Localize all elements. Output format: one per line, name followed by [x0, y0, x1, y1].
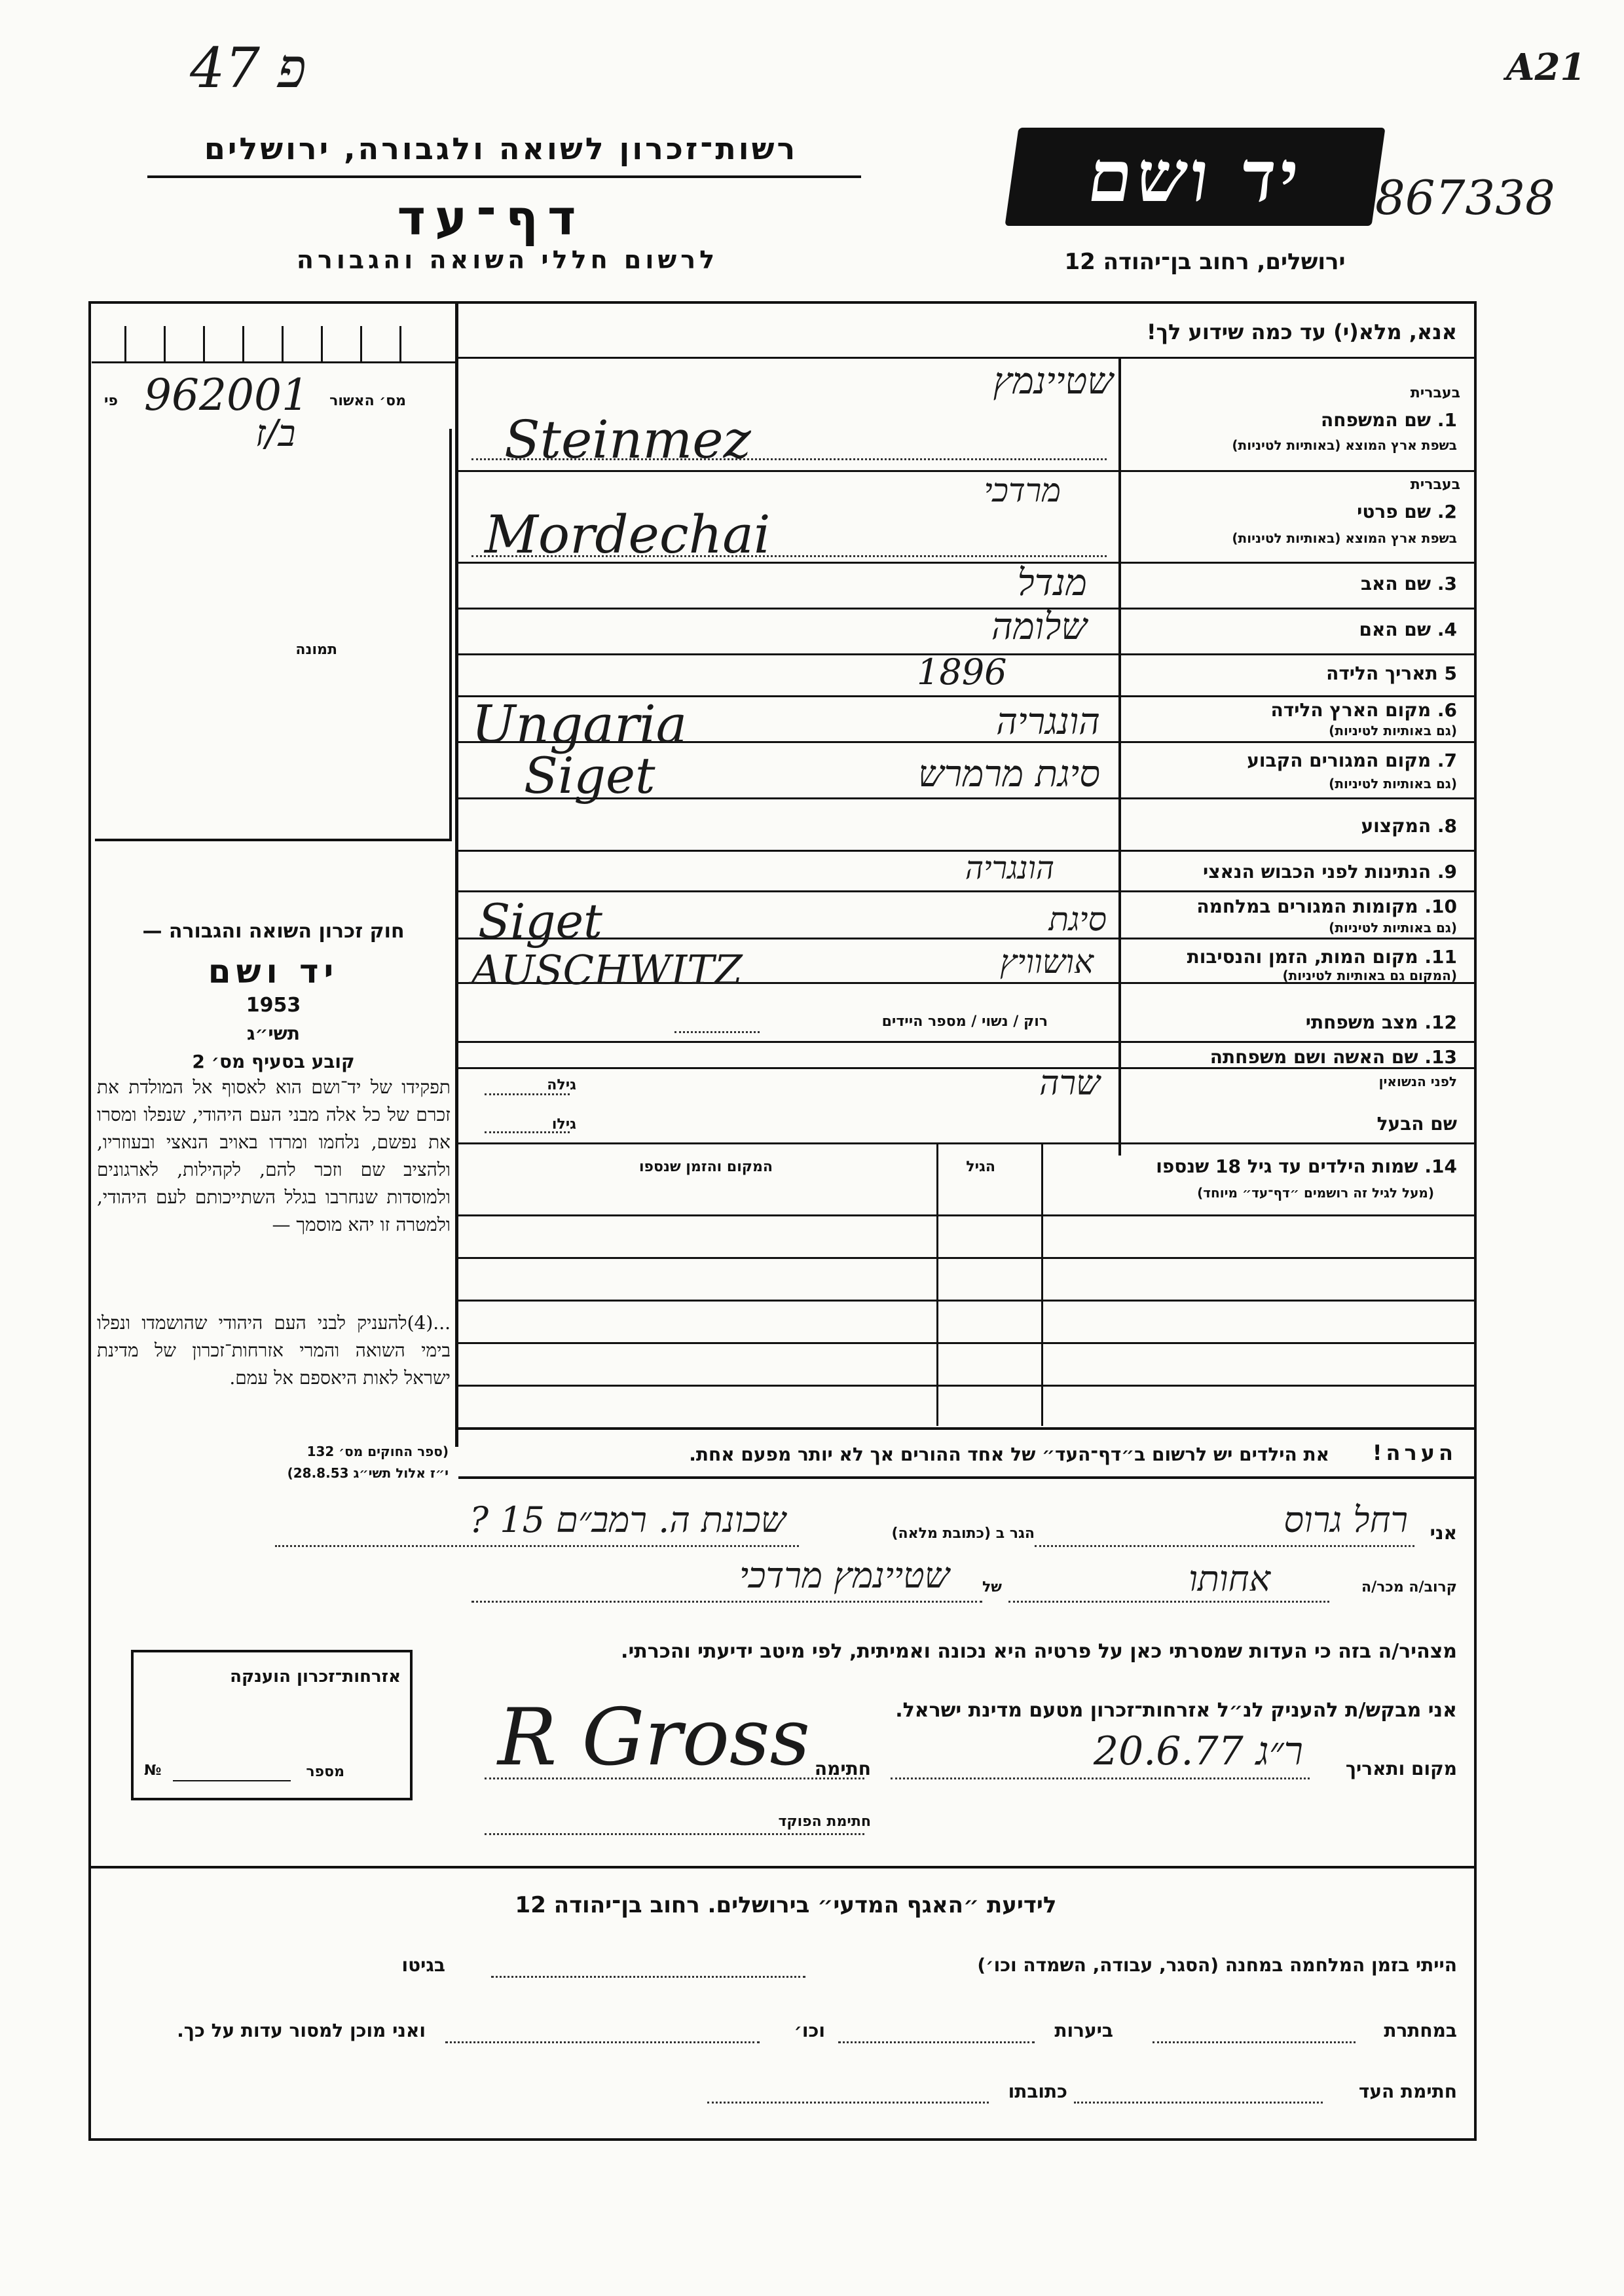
decl-relation-value: אחותו [1189, 1558, 1270, 1599]
field-7-value-he: סיגת מרמרש [917, 753, 1100, 795]
footer-line3-field-1 [1074, 2102, 1323, 2104]
field-9-value: הונגריה [965, 850, 1054, 886]
law-year-he: תשי״ג [247, 1023, 300, 1044]
footer-line1-field [491, 1976, 805, 1978]
decl-signature-line [485, 1777, 864, 1779]
footer-title: לידיעת ״האגף המדעי״ בירושלים. רחוב בן־יהודה 12 [515, 1892, 1057, 1918]
field-11-label [1187, 946, 1457, 968]
decl-resides-label: הגר ב (כתובת מלאה) [891, 1525, 1035, 1542]
field-13-label [1210, 1046, 1457, 1068]
header-rule [147, 175, 861, 178]
approval-prefix: פי [104, 393, 118, 409]
margin-note-top-left: 47 פ [190, 36, 306, 100]
header-address: ירושלים, רחוב בן־יהודה 12 [1064, 249, 1346, 275]
note-rule [458, 1476, 1477, 1479]
field-13-value: שרה [1039, 1064, 1100, 1103]
field-7-sub: (גם באותיות לטיניות) [1329, 776, 1457, 792]
field-4-num: 4. [1437, 619, 1457, 640]
rule-1 [458, 470, 1477, 472]
field-6-num: 6. [1437, 699, 1457, 721]
field-11-num: 11. [1424, 946, 1457, 968]
footer-rule [88, 1866, 1477, 1868]
decl-i-value: רחל גרוס [1283, 1499, 1408, 1540]
field-2-value-latin: Mordechai [485, 504, 771, 565]
children-title: שמות הילדים עד גיל 18 שנספו [1156, 1156, 1418, 1177]
children-col-2 [1041, 1144, 1043, 1426]
field-1-value-latin: Steinmez [504, 409, 751, 470]
decl-signature-value: R Gross [498, 1692, 811, 1783]
field-5-value: 1896 [917, 651, 1007, 693]
field-8-label [1361, 815, 1457, 837]
footer-line1-a: הייתי בזמן המלחמה במחנה (הסגר, עבודה, השמדה וכו׳) [977, 1954, 1457, 1976]
field-1-name: שם המשפחה [1321, 409, 1431, 431]
citizenship-box [131, 1650, 413, 1800]
field-2-hebrew-tag: בעברית [1410, 477, 1460, 493]
field-6-value-he: הונגריה [996, 701, 1100, 743]
decl-request: אני מבקש/ת להעניק לנ״ל אזרחות־זכרון מטעם מדינת ישראל. [895, 1699, 1457, 1722]
note-label: הערה! [1372, 1440, 1457, 1465]
field-2-num: 2. [1437, 501, 1457, 522]
decl-signature-label: חתימה [814, 1758, 871, 1779]
field-9-label [1203, 861, 1457, 883]
photo-label: תמונה [295, 642, 337, 658]
field-husband-age-line [485, 1131, 570, 1133]
children-rule-3 [458, 1300, 1477, 1302]
decl-relation-line [1008, 1601, 1329, 1603]
decl-of-label: של [982, 1579, 1002, 1595]
children-rule-4 [458, 1342, 1477, 1344]
form-title: דף־עד [397, 190, 585, 246]
children-col-place: המקום והזמן שנספו [639, 1159, 773, 1175]
approval-ticks [92, 314, 455, 367]
children-num: 14. [1424, 1156, 1457, 1177]
children-rule-5 [458, 1385, 1477, 1387]
decl-place-date-value: ר״ג 20.6.77 [1093, 1728, 1303, 1774]
field-8-num: 8. [1437, 815, 1457, 837]
field-3-value: מנדל [1017, 562, 1087, 604]
decl-resides-line [275, 1545, 799, 1547]
logo [1005, 128, 1385, 226]
footer-line2-b: ביערות [1054, 2020, 1113, 2041]
rule-9 [458, 890, 1477, 892]
field-4-name: שם האם [1359, 619, 1431, 640]
footer-line2-d: ואני מוכן למסור עדות על כך. [177, 2020, 426, 2041]
field-12-label [1306, 1011, 1457, 1033]
footer-line3-a: חתימת העד [1358, 2081, 1457, 2102]
footer-line3-b: כתובתו [1008, 2081, 1067, 2102]
citizenship-no-line [173, 1780, 291, 1781]
decl-statement: מצהיר/ה בזה כי העדות שמסרתי כאן על פרטיה היא נכונה ואמיתית, לפי מיטב ידיעתי והכרתי. [621, 1640, 1457, 1663]
decl-place-date-line [891, 1777, 1310, 1779]
field-11-value-he: אושוויץ [1000, 943, 1094, 981]
field-10-label [1196, 896, 1457, 917]
field-9-name: הנתינות לפני הכבוש הנאצי [1203, 861, 1431, 883]
children-sub: (מעל לגיל זה רושמים ״דף־עד״ מיוחד) [1197, 1185, 1434, 1201]
logo-text: יד ושם [1082, 136, 1308, 218]
decl-of-value: שטיינמץ מרדכי [739, 1555, 950, 1596]
field-12-num: 12. [1424, 1011, 1457, 1033]
decl-place-date-label: מקום ותאריך [1345, 1758, 1457, 1779]
footer-line2-field-2 [838, 2041, 1035, 2043]
left-panel-divider [455, 301, 458, 1447]
citizenship-no-prefix: № [144, 1762, 162, 1779]
field-10-num: 10. [1424, 896, 1457, 917]
field-6-sub: (גם באותיות לטיניות) [1329, 723, 1457, 738]
field-7-num: 7. [1437, 750, 1457, 771]
rule-12 [458, 1041, 1477, 1043]
header-org: רשות־זכרון לשואה ולגבורה, ירושלים [204, 131, 798, 166]
footer-line2-field-1 [1153, 2041, 1356, 2043]
decl-relation-label: קרוב/ה מכר/ה [1361, 1579, 1457, 1595]
field-1-sub: בשפת ארץ המוצא (באותיות לטיניות) [1232, 437, 1457, 453]
decl-resides-value: שכונת ה. רמב״ם 15 ? [470, 1499, 786, 1540]
citizenship-title: אזרחות־זכרון הוענקה [230, 1667, 401, 1686]
field-11-sub: (המקום גם באותיות לטיניות) [1282, 968, 1457, 983]
field-5-name: תאריך הלידה [1326, 663, 1438, 684]
field-2-label [1357, 501, 1457, 522]
field-2-baseline [471, 555, 1107, 557]
approval-number: 962001 [144, 370, 309, 420]
law-source: (ספר החוקים מס׳ 132 [306, 1444, 449, 1459]
field-1-num: 1. [1437, 409, 1457, 431]
field-12-name: מצב משפחתי [1305, 1011, 1418, 1033]
field-1-label [1321, 409, 1457, 431]
rule-3 [458, 608, 1477, 610]
footer-line3-field-2 [707, 2102, 989, 2104]
field-4-label [1359, 619, 1457, 640]
field-10-sub: (גם באותיות לטיניות) [1329, 920, 1457, 936]
intro-text: אנא, מלא(י) עד כמה שידוע לך! [1146, 319, 1457, 344]
footer-line2-field-3 [445, 2041, 760, 2043]
law-clause: קובע בסעיף מס׳ 2 [192, 1051, 355, 1072]
serial-number: 867338 [1375, 170, 1555, 225]
field-7-label [1247, 750, 1457, 771]
field-1-hebrew-tag: בעברית [1410, 385, 1460, 401]
field-11-name: מקום המות, הזמן והנסיבות [1187, 946, 1418, 968]
footer-line1-b: בגיטו [401, 1954, 445, 1976]
field-1-baseline [471, 458, 1107, 460]
field-13-age-line [485, 1093, 570, 1095]
footer-line2-a: במחתרת [1384, 2020, 1457, 2041]
field-13-num: 13. [1424, 1046, 1457, 1068]
citizenship-no-label: מספר [306, 1764, 344, 1780]
children-rule-6 [458, 1427, 1477, 1430]
field-6-name: מקום הארץ הלידה [1270, 699, 1431, 721]
field-3-label [1361, 573, 1457, 594]
field-2-name: שם פרטי [1357, 501, 1431, 522]
field-7-value-latin: Siget [524, 746, 655, 805]
children-col-age: הגיל [966, 1159, 995, 1175]
margin-note-top-right: A21 [1506, 46, 1586, 89]
field-1-value-he: שטיינמץ [993, 360, 1113, 403]
field-2-value-he: מרדכי [984, 471, 1061, 509]
footer-line2-c: וכו׳ [794, 2020, 825, 2041]
label-column-divider [1118, 357, 1121, 1156]
approval-initials: ב/ז [255, 412, 296, 455]
decl-i-line [1035, 1545, 1414, 1547]
field-4-value: שלומה [991, 606, 1087, 648]
children-col-1 [936, 1144, 938, 1426]
field-5-num: 5 [1444, 663, 1457, 684]
rule-10 [458, 938, 1477, 939]
law-title: חוק זכרון השואה והגבורה — [142, 920, 405, 943]
field-13-sub: לפני הנשואין [1378, 1074, 1457, 1089]
field-6-label [1271, 699, 1457, 721]
children-rule-2 [458, 1257, 1477, 1259]
field-5-label [1326, 663, 1457, 684]
field-9-num: 9. [1437, 861, 1457, 883]
field-10-value-latin: Siget [478, 894, 602, 949]
field-husband-age-label: גילו [551, 1116, 576, 1133]
law-source-2: י״ז אלול תשי״ג 28.8.53) [287, 1465, 449, 1481]
children-rule-1 [458, 1214, 1477, 1216]
photo-box [95, 429, 452, 841]
field-3-num: 3. [1437, 573, 1457, 594]
rule-14 [458, 1142, 1477, 1144]
field-13-name: שם האשה ושם משפחתה [1209, 1046, 1418, 1068]
note-text: את הילדים יש לרשום ב״דף־העד״ של אחד ההורים אך לא יותר מפעם אחת. [689, 1444, 1329, 1465]
field-12-children-line [674, 1031, 760, 1033]
law-text: תפקידו של יד־ושם הוא לאסוף אל המולדת את זכרם של כל אלה מבני העם היהודי, שנפלו ומסרו את נפשם, נלחמו ומרדו באויב הנאצי ובעוזריו, ולהציב שם וזכר להם, לקהילות, לארגונים ולמוסדות שנחרבו בגלל השתייכותם לעם היהודי, ולמטרה זו יהא מוסמך — [97, 1076, 451, 1235]
field-10-value-he: סיגת [1048, 900, 1107, 938]
field-husband-label: שם הבעל [1376, 1113, 1457, 1135]
approval-label: מס׳ האשור [329, 393, 406, 409]
field-12-value: רוק / נשוי / מספר היידים [881, 1013, 1048, 1030]
children-label [1156, 1156, 1457, 1177]
decl-officer-label: חתימת הפוקד [778, 1813, 871, 1830]
decl-of-line [471, 1601, 982, 1603]
field-7-name: מקום המגורים הקבוע [1247, 750, 1431, 771]
decl-i-label: אני [1430, 1522, 1457, 1544]
field-13-age-label: גילה [547, 1077, 576, 1093]
field-8-name: המקצוע [1361, 815, 1431, 837]
intro-rule [458, 357, 1477, 359]
field-2-sub: בשפת ארץ המוצא (באותיות לטיניות) [1232, 530, 1457, 546]
field-10-name: מקומות המגורים במלחמה [1196, 896, 1418, 917]
decl-officer-line [485, 1833, 864, 1835]
law-name: יד ושם [208, 953, 339, 991]
field-3-name: שם האב [1360, 573, 1431, 594]
field-6-value-latin: Ungaria [471, 694, 688, 755]
header-subtitle: לרשום חללי השואה והגבורה [296, 246, 719, 274]
law-year: 1953 [246, 994, 301, 1017]
field-11-value-latin: AUSCHWITZ [471, 946, 743, 994]
law-text-2: ...(4)להעניק לבני העם היהודי שהושמדו ונפלו בימי השואה והמרי אזרחות־זכרון של מדינת ישראל לאות היאספם אל עמם. [97, 1312, 451, 1389]
